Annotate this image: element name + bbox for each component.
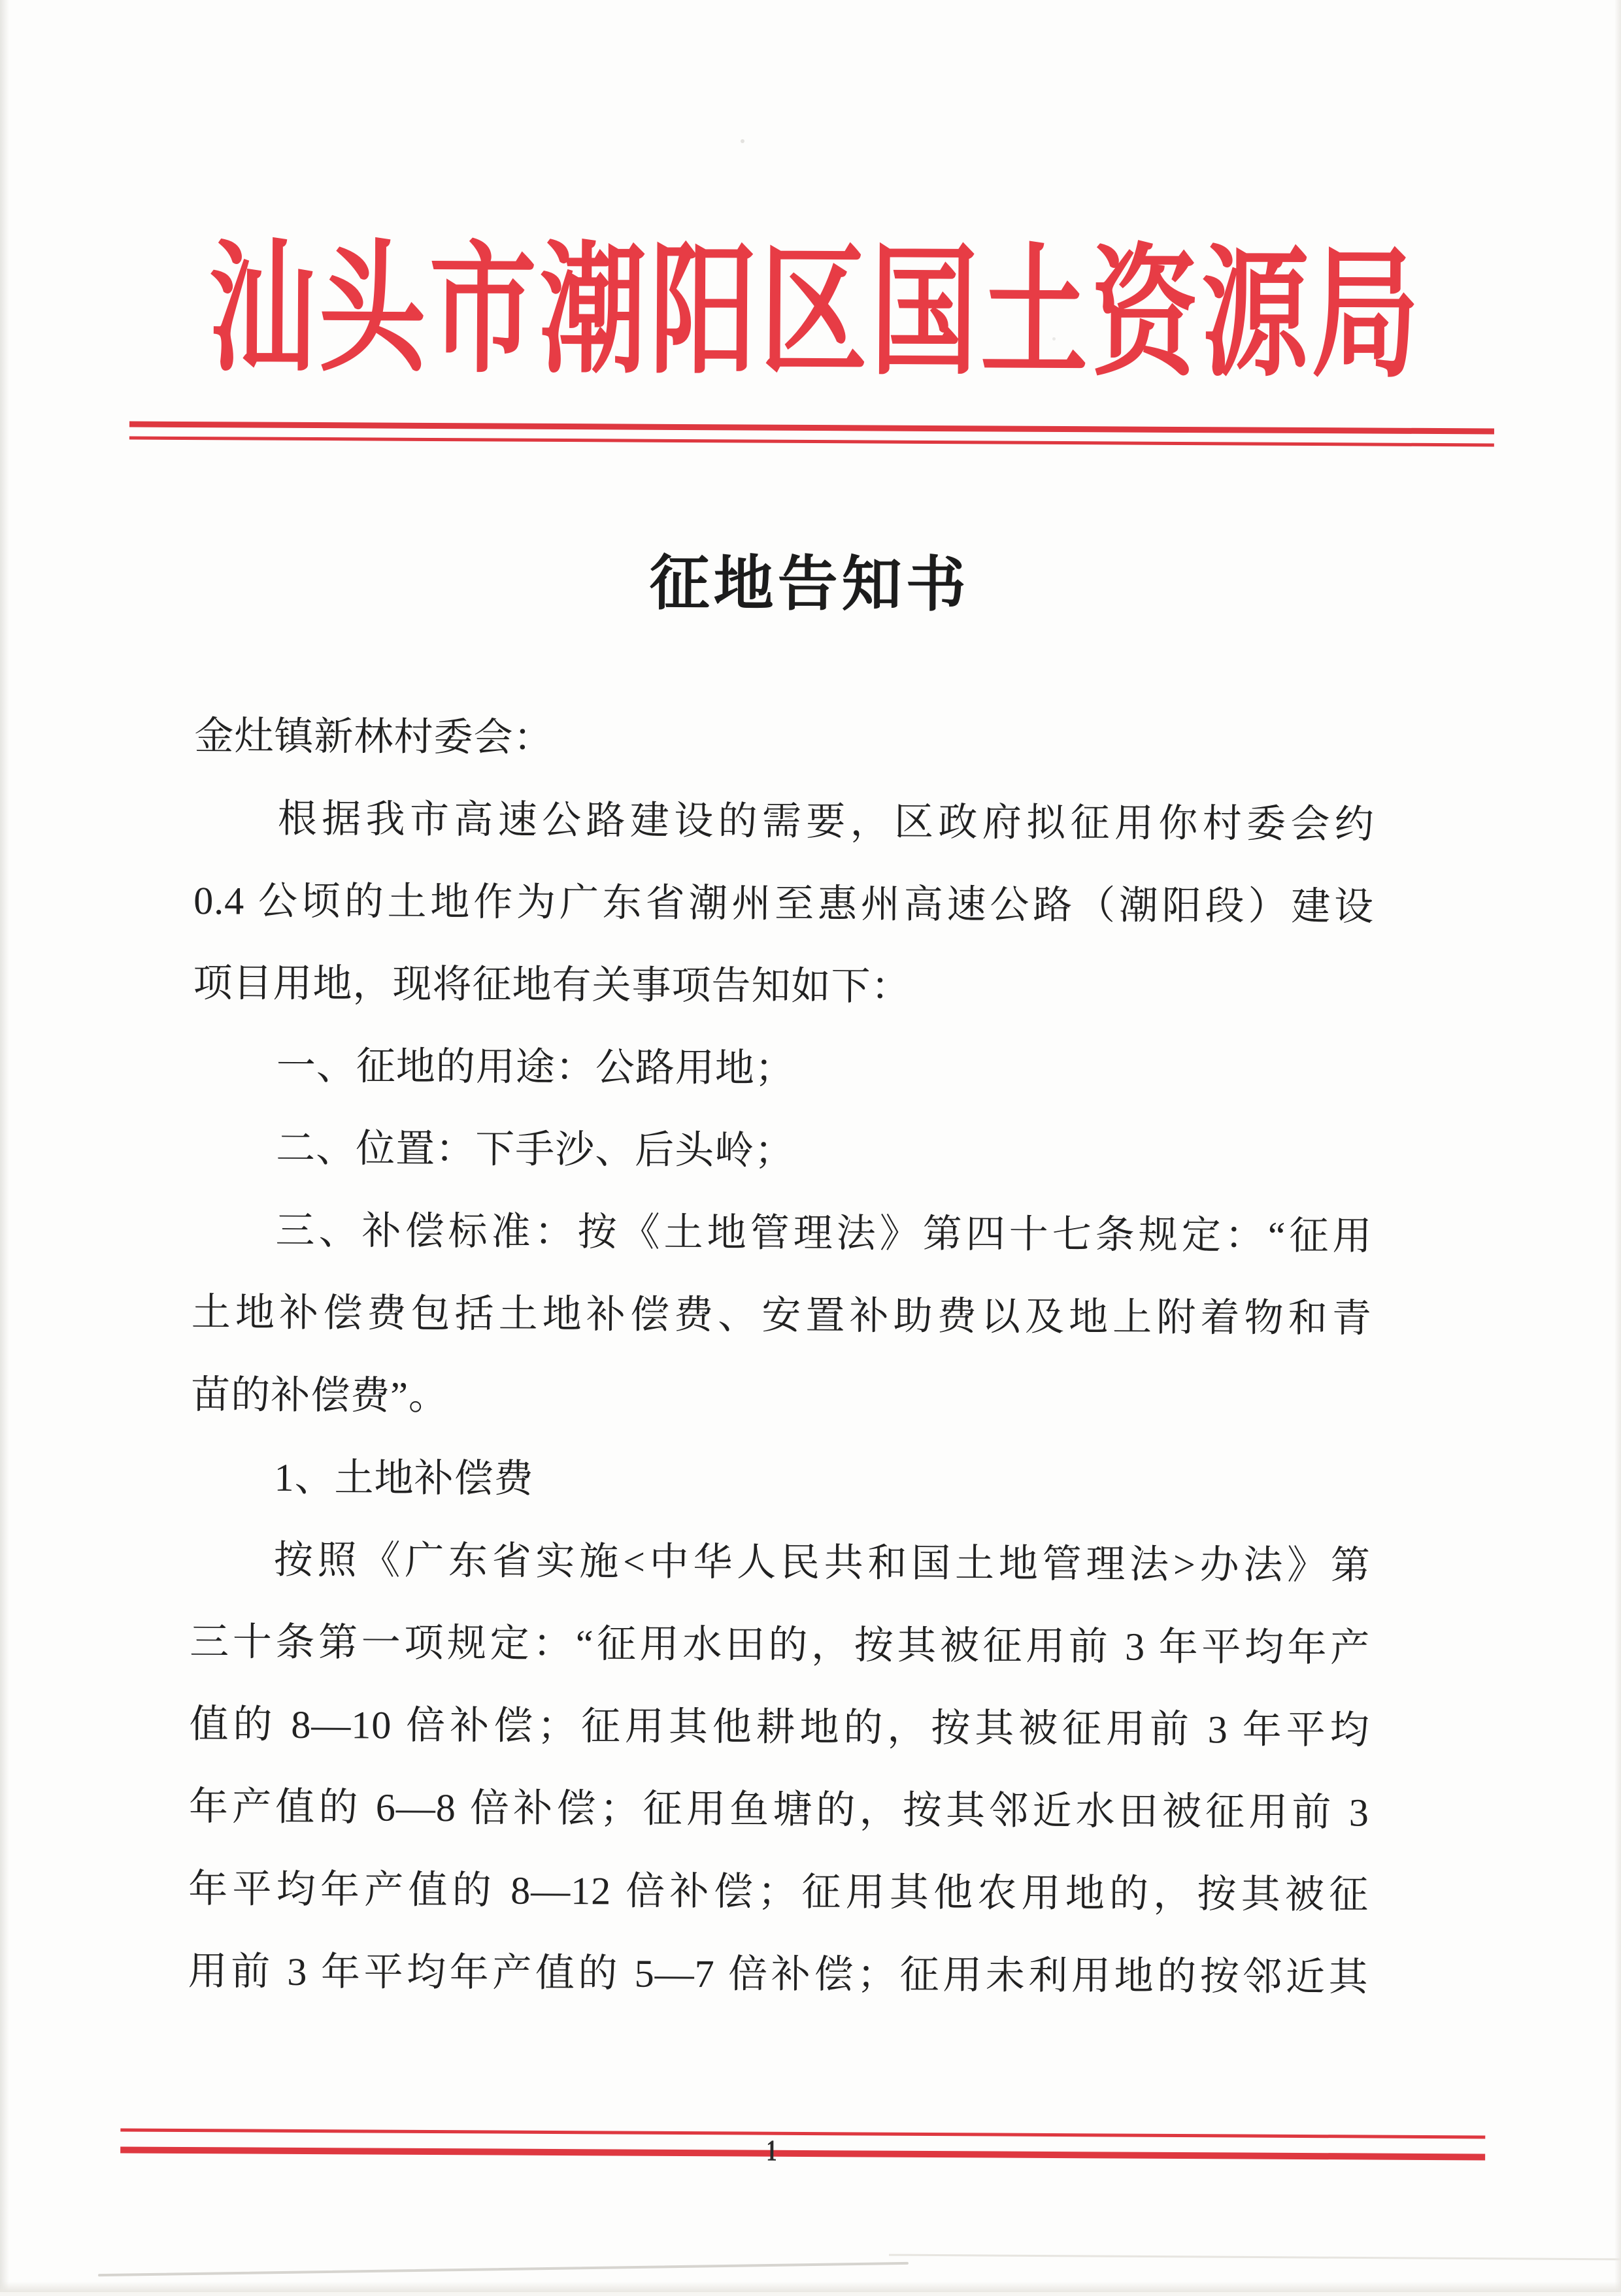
body-line: 0.4 公顷的土地作为广东省潮州至惠州高速公路（潮阳段）建设 xyxy=(193,879,1375,929)
body-line: 三十条第一项规定：“征用水田的，按其被征用前 3 年平均年产 xyxy=(190,1620,1371,1670)
document-title: 征地告知书 xyxy=(649,550,970,619)
scan-speck xyxy=(1052,337,1056,341)
page-number: 1 xyxy=(766,2133,777,2167)
agency-name-char: 潮 xyxy=(539,233,647,391)
letterhead-agency-name xyxy=(208,232,1420,395)
scanner-edge xyxy=(0,2282,1621,2292)
agency-name-char: 资 xyxy=(1090,237,1199,394)
agency-name-char: 市 xyxy=(428,233,537,390)
body-line: 项目用地，现将征地有关事项告知如下： xyxy=(193,961,911,1008)
footer-rule-thin xyxy=(120,2129,1485,2139)
body-line: 金灶镇新林村委会： xyxy=(194,714,554,759)
scanner-edge xyxy=(0,0,9,2292)
body-line: 按照《广东省实施<中华人民共和国土地管理法>办法》第 xyxy=(273,1538,1371,1588)
scanner-edge xyxy=(1614,0,1621,2292)
letterhead-rule-thick xyxy=(129,422,1494,435)
body-line: 年平均年产值的 8—12 倍补偿；征用其他农用地的，按其被征 xyxy=(188,1867,1369,1917)
document-body xyxy=(188,695,1375,2018)
body-line: 二、位置：下手沙、后头岭； xyxy=(276,1126,795,1173)
agency-name-char: 阳 xyxy=(649,234,758,391)
body-line: 1、土地补偿费 xyxy=(274,1456,534,1501)
agency-name-char: 土 xyxy=(980,236,1089,393)
body-line: 三、补偿标准：按《土地管理法》第四十七条规定：“征用 xyxy=(275,1208,1373,1258)
body-line: 年产值的 6—8 倍补偿；征用鱼塘的，按其邻近水田被征用前 3 xyxy=(188,1785,1370,1835)
agency-name-char: 源 xyxy=(1201,237,1309,395)
body-line: 用前 3 年平均年产值的 5—7 倍补偿；征用未利用地的按邻近其 xyxy=(188,1950,1369,1999)
body-line: 土地补偿费包括土地补偿费、安置补助费以及地上附着物和青 xyxy=(191,1291,1373,1340)
letterhead-rule-thin xyxy=(129,437,1494,447)
footer-rule-thick xyxy=(120,2147,1485,2161)
agency-name-char: 汕 xyxy=(208,232,316,390)
agency-name-char: 局 xyxy=(1311,238,1420,395)
agency-name-char: 头 xyxy=(318,233,427,390)
agency-name-char: 区 xyxy=(760,235,868,392)
body-line: 苗的补偿费”。 xyxy=(191,1373,449,1418)
body-line: 根据我市高速公路建设的需要，区政府拟征用你村委会约 xyxy=(277,797,1375,846)
scan-speck xyxy=(741,139,744,143)
body-line: 值的 8—10 倍补偿；征用其他耕地的，按其被征用前 3 年平均 xyxy=(189,1703,1370,1752)
agency-name-char: 国 xyxy=(870,235,978,393)
body-line: 一、征地的用途：公路用地； xyxy=(276,1044,795,1090)
